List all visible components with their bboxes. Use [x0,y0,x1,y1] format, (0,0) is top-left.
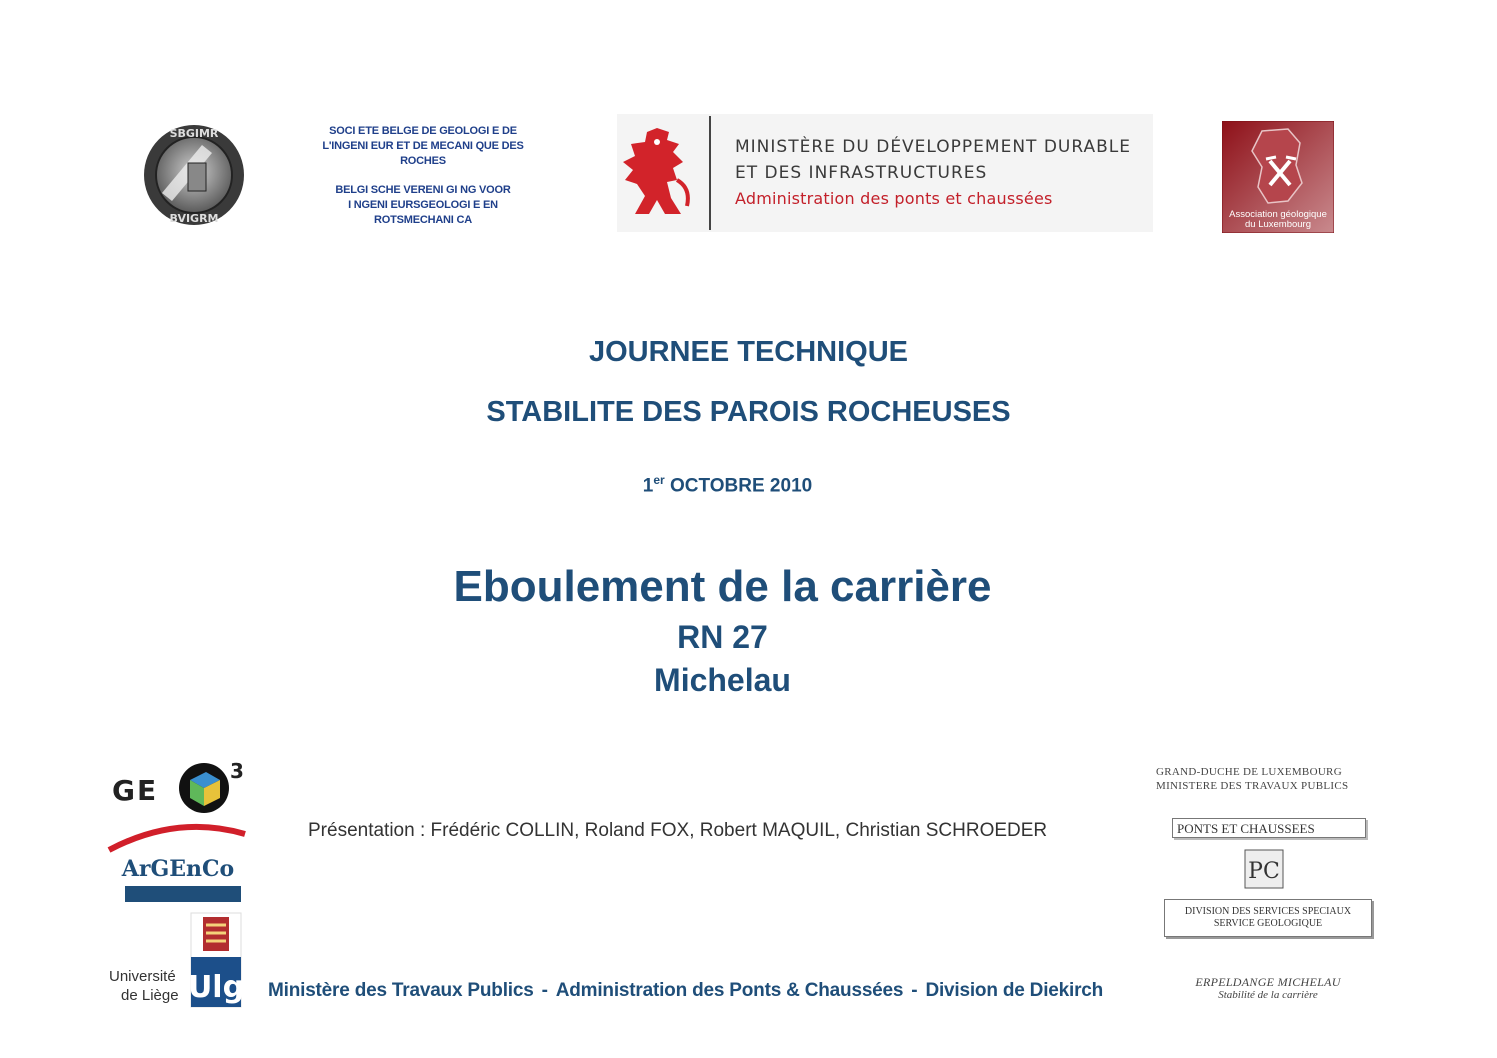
division-services-label [1164,899,1372,937]
sbgimr-fr-line: SOCI ETE BELGE DE GEOLOGI E DE [329,125,517,137]
argenco-text: ArGEnCo [121,856,235,882]
ulg-name-line2: de Liège [121,987,179,1004]
sbgimr-nl-line: ROTSMECHANI CA [373,214,473,226]
geo3-logo [110,760,248,816]
agl-logo [1222,121,1334,233]
agl-name-line2: du Luxembourg [1244,219,1312,230]
geo3-superscript: 3 [230,760,244,783]
argenco-logo [107,820,249,906]
event-subtitle: STABILITE DES PAROIS ROCHEUSES [486,396,1011,428]
sbgimr-logo [142,123,246,227]
ulg-logo [107,911,245,1009]
footer-ministry: Ministère des Travaux Publics [268,980,534,1001]
sbgimr-logo-bottom: BVIGRM [169,212,219,225]
geo3-letters: GE [112,774,159,807]
dss-line2: SERVICE GEOLOGIQUE [1213,918,1323,929]
red-lion-icon [617,122,693,222]
agl-name-line1: Association géologique [1229,209,1327,220]
sbgimr-fr-line: L'INGENI EUR ET DE MECANI QUE DES [322,140,524,152]
ulg-mark: Ulg [187,970,245,1005]
footer-organisation [268,980,1103,1002]
ponts-chaussees-label: PONTS ET CHAUSSEES [1172,818,1366,838]
event-date [0,473,1476,497]
sbgimr-name [300,124,546,228]
presentation-road: RN 27 [677,619,768,655]
sbgimr-fr-line: ROCHES [400,155,446,167]
date-day: 1 [642,475,654,497]
stabilite-label: Stabilité de la carrière [1218,989,1318,1001]
date-ordinal: er [653,473,665,487]
sbgimr-logo-top: SBGIMR [169,127,219,140]
ministry-name-line2: ET DES INFRASTRUCTURES [735,163,988,183]
date-rest: OCTOBRE 2010 [664,475,813,497]
grand-duche-line: GRAND-DUCHE DE LUXEMBOURG [1156,766,1342,778]
presentation-place: Michelau [654,662,791,698]
event-title: JOURNEE TECHNIQUE [588,336,909,368]
pc-monogram-icon [1243,848,1285,890]
pc-monogram-text: PC [1248,859,1280,884]
presentation-authors: Présentation : Frédéric COLLIN, Roland FOX, Robert MAQUIL, Christian SCHROEDER [308,820,1048,841]
footer-administration: Administration des Ponts & Chaussées [555,980,904,1001]
presentation-title: Eboulement de la carrière [453,562,992,611]
sbgimr-nl-line: BELGI SCHE VERENI GI NG VOOR [335,184,511,196]
dss-line1: DIVISION DES SERVICES SPECIAUX [1184,906,1352,917]
footer-separator: - [911,980,918,1001]
ministere-tp-line: MINISTERE DES TRAVAUX PUBLICS [1156,780,1349,792]
erpeldange-label: ERPELDANGE MICHELAU [1195,975,1341,989]
ulg-name-line1: Université [109,968,176,985]
ministry-name-line1: MINISTÈRE DU DÉVELOPPEMENT DURABLE [735,137,1131,157]
ministry-divider [709,116,711,230]
footer-division: Division de Diekirch [925,980,1104,1001]
ministry-administration: Administration des ponts et chaussées [735,189,1053,208]
footer-separator: - [541,980,548,1001]
sbgimr-nl-line: I NGENI EURSGEOLOGI E EN [348,199,498,211]
